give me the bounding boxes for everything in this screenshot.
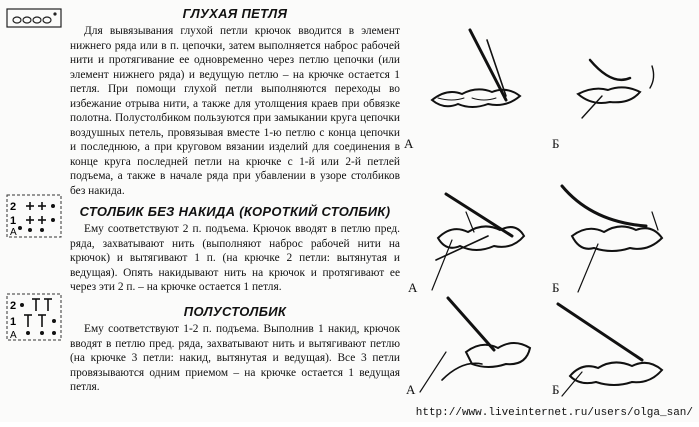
- chain-symbol-icon: [6, 8, 62, 28]
- single-crochet-symbol: [6, 194, 62, 238]
- illustration-hdc-b: [558, 304, 662, 396]
- illustration-slip-b: [578, 60, 654, 118]
- hdc-row-1: 1: [10, 316, 17, 328]
- figure-label-b-2: Б: [552, 280, 560, 295]
- illustration-sc-a: [432, 194, 524, 290]
- illustration-sc-b: [562, 186, 662, 292]
- watermark-url: http://www.liveinternet.ru/users/olga_san/: [415, 407, 693, 419]
- single-crochet-icon: [6, 194, 62, 238]
- crochet-hook-illustrations-icon: [402, 0, 699, 422]
- section-text-half-double-crochet: Ему соответствуют 1-2 п. подъема. Выполнив 1 накид, крючок вводят в петлю пред. ряда, захватывают нить и вытягивают петлю (на крючке 3 петли: накид, вытянутая и ведущая). Все 3 петли провязываются одним приемом – на крючке остается 1 ведущая петля.: [70, 323, 400, 393]
- illustration-hdc-a: [420, 298, 530, 392]
- section-title-slip-stitch: ГЛУХАЯ ПЕТЛЯ: [182, 6, 288, 21]
- figure-label-a-1: А: [404, 136, 414, 151]
- figure-label-a-3: А: [406, 382, 416, 397]
- figure-label-a-2: А: [408, 280, 418, 295]
- section-text-single-crochet: Ему соответствуют 2 п. подъема. Крючок вводят в петлю пред. ряда, захватывают нить (выполняют наброс рабочей нити на крючок) и вытягивают 1 п. (на крючке 2 петли: вытянутая и ведущая). Опять накидывают нить на крючок и протягивают ее через эти 2 п. – на крючке остается 1 петля.: [70, 223, 400, 293]
- hdc-row-a: A: [10, 330, 17, 341]
- section-text-slip-stitch: Для вывязывания глухой петли крючок вводится в элемент нижнего ряда или в п. цепочки, затем выполняется наброс рабочей нити и протягивание ее одновременно через петлю цепочки (или элемент нижнего ряда) и ведущую петлю – на крючке остается 1 петля. При помощи глухой петли выполняются переходы во избежание отрыва нити, а также для утолщения краев при обвязке полотна. Полустолбиком пользуются при замыкании круга цепочки воздушных петель, провязывая вместе 1-ю петлю с конца цепочки и последнюю, а при круговом вязании изделий для соединения в конце круга последней петли на крючке с 1-й или 2-й петлей подъема, а также в начале ряда при убавлении в узоре столбиков без накида.: [70, 25, 400, 197]
- half-double-crochet-symbol: [6, 293, 62, 341]
- figure-label-b-1: Б: [552, 136, 560, 151]
- sc-row-2: 2: [10, 201, 17, 213]
- figure-label-b-3: Б: [552, 382, 560, 397]
- section-title-single-crochet: СТОЛБИК БЕЗ НАКИДА (КОРОТКИЙ СТОЛБИК): [79, 204, 391, 219]
- sc-row-a: A: [10, 227, 17, 238]
- illustrations: [402, 0, 699, 422]
- illustration-slip-a: [432, 30, 520, 107]
- sc-row-1: 1: [10, 215, 17, 227]
- hdc-row-2: 2: [10, 300, 17, 312]
- half-double-crochet-icon: [6, 293, 62, 341]
- section-title-half-double-crochet: ПОЛУСТОЛБИК: [183, 304, 287, 319]
